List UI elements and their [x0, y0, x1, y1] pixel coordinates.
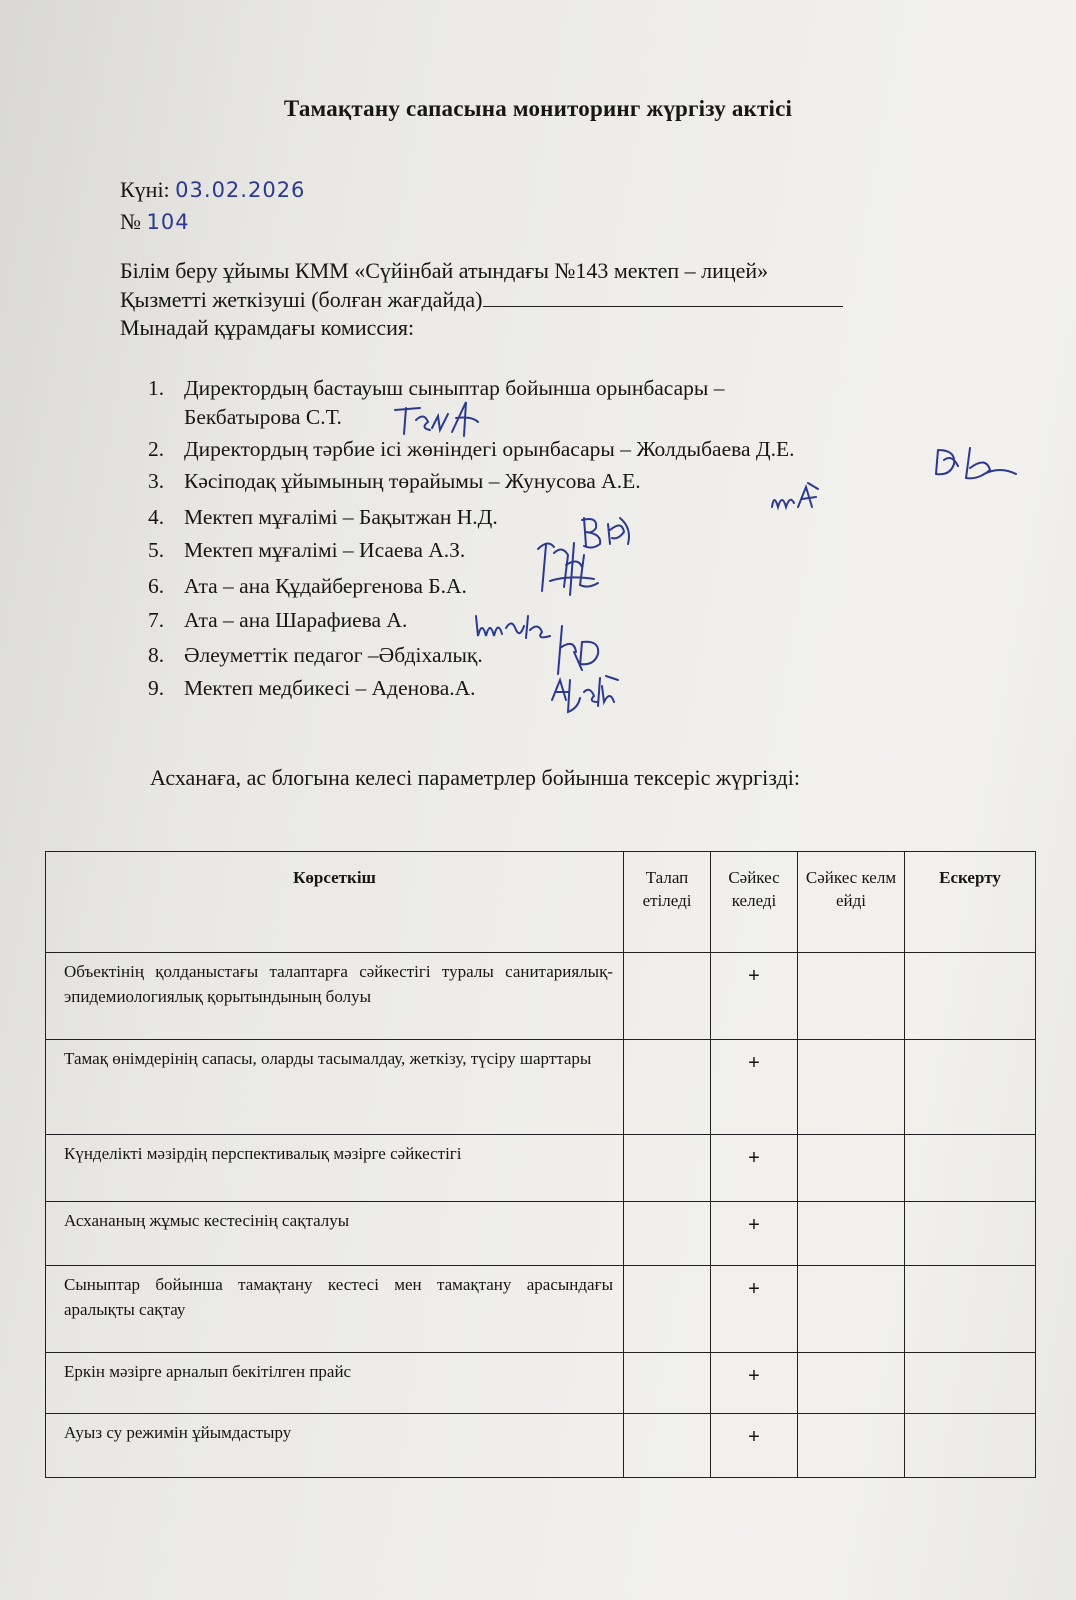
- number-value: 104: [146, 210, 190, 234]
- item-number: 7.: [148, 608, 165, 632]
- item-number: 4.: [148, 505, 165, 529]
- row-noncompliant: [798, 1135, 905, 1202]
- table-row: [46, 1353, 1036, 1414]
- row-noncompliant: [798, 1040, 905, 1135]
- date-line: [120, 177, 305, 203]
- table-header-row: [46, 852, 1036, 953]
- row-noncompliant: [798, 1353, 905, 1414]
- row-indicator: Сыныптар бойынша тамақтану кестесі мен тамақтану арасындағы аралықты сақтау: [46, 1266, 624, 1353]
- table-row: [46, 1266, 1036, 1353]
- item-number: 9.: [148, 676, 165, 700]
- row-indicator: Тамақ өнімдерінің сапасы, оларды тасымалдау, жеткізу, түсіру шарттары: [46, 1040, 624, 1135]
- commission-item: [148, 505, 498, 530]
- row-noncompliant: [798, 1202, 905, 1266]
- row-note: [905, 1414, 1036, 1478]
- item-text: Мектеп мұғалімі – Исаева А.З.: [184, 538, 466, 562]
- commission-item: [148, 643, 483, 668]
- item-text: Кәсіподақ ұйымының төрайымы – Жунусова А.Е.: [184, 469, 641, 493]
- commission-item: [148, 437, 794, 462]
- row-compliant-mark: +: [711, 1353, 798, 1414]
- row-required: [624, 1135, 711, 1202]
- row-indicator: Еркін мәзірге арналып бекітілген прайс: [46, 1353, 624, 1414]
- commission-item-continuation: Бекбатырова С.Т.: [184, 405, 342, 429]
- header-note: Ескерту: [905, 852, 1036, 953]
- table-row: [46, 953, 1036, 1040]
- item-number: 6.: [148, 574, 165, 598]
- table-row: [46, 1414, 1036, 1478]
- row-noncompliant: [798, 1266, 905, 1353]
- number-line: [120, 209, 190, 235]
- number-label: №: [120, 209, 141, 234]
- table-row: [46, 1202, 1036, 1266]
- row-compliant-mark: +: [711, 1414, 798, 1478]
- signature-3: [768, 477, 828, 517]
- item-text: Әлеуметтік педагог –Әбдіхалық.: [184, 643, 483, 667]
- organization-line: Білім беру ұйымы КММ «Сүйінбай атындағы №143 мектеп – лицей»: [120, 258, 769, 283]
- inspection-table: [45, 851, 1036, 1478]
- commission-item: [148, 469, 641, 494]
- header-required: Талап етіледі: [624, 852, 711, 953]
- date-label: Күні:: [120, 177, 170, 202]
- row-required: [624, 1266, 711, 1353]
- inspection-intro: Асханаға, ас блогына келесі параметрлер бойынша тексеріс жүргізді:: [150, 765, 800, 790]
- commission-item: [148, 538, 465, 563]
- row-note: [905, 1266, 1036, 1353]
- row-required: [624, 1040, 711, 1135]
- header-compliant: Сәйкес келеді: [711, 852, 798, 953]
- date-value: 03.02.2026: [175, 178, 306, 202]
- row-note: [905, 1353, 1036, 1414]
- document-title: Тамақтану сапасына мониторинг жүргізу актісі: [283, 96, 793, 121]
- header-noncompliant: Сәйкес келмейді: [798, 852, 905, 953]
- supplier-blank: [483, 286, 843, 307]
- signature-5: [528, 535, 608, 599]
- row-note: [905, 953, 1036, 1040]
- row-required: [624, 1202, 711, 1266]
- signature-1: [390, 398, 490, 440]
- item-text: Ата – ана Құдайбергенова Б.А.: [184, 574, 467, 598]
- row-compliant-mark: +: [711, 953, 798, 1040]
- commission-item: [148, 574, 467, 599]
- item-number: 3.: [148, 469, 165, 493]
- signature-2: [930, 440, 1020, 486]
- row-note: [905, 1202, 1036, 1266]
- item-number: 2.: [148, 437, 165, 461]
- header-indicator: Көрсеткіш: [46, 852, 624, 953]
- item-text: Директордың бастауыш сыныптар бойынша орынбасары –: [184, 376, 725, 400]
- row-required: [624, 1353, 711, 1414]
- row-note: [905, 1040, 1036, 1135]
- signature-6: [472, 608, 554, 644]
- row-compliant-mark: +: [711, 1202, 798, 1266]
- row-compliant-mark: +: [711, 1266, 798, 1353]
- item-text: Ата – ана Шарафиева А.: [184, 608, 408, 632]
- supplier-label: Қызметті жеткізуші (болған жағдайда): [120, 287, 483, 312]
- item-text: Директордың тәрбие ісі жөніндегі орынбасары – Жолдыбаева Д.Е.: [184, 437, 795, 461]
- row-compliant-mark: +: [711, 1040, 798, 1135]
- row-indicator: Асхананың жұмыс кестесінің сақталуы: [46, 1202, 624, 1266]
- item-number: 8.: [148, 643, 165, 667]
- row-noncompliant: [798, 953, 905, 1040]
- row-noncompliant: [798, 1414, 905, 1478]
- supplier-line: [120, 286, 843, 313]
- commission-item: [148, 608, 407, 633]
- item-number: 1.: [148, 376, 165, 400]
- item-text: Мектеп мұғалімі – Бақытжан Н.Д.: [184, 505, 498, 529]
- row-indicator: Объектінің қолданыстағы талаптарға сәйкестігі туралы санитариялық-эпидемиологиялық қорытындының болуы: [46, 953, 624, 1040]
- table-row: [46, 1040, 1036, 1135]
- signature-8: [548, 672, 624, 718]
- signature-7: [552, 622, 612, 678]
- table-row: [46, 1135, 1036, 1202]
- row-indicator: Ауыз су режимін ұйымдастыру: [46, 1414, 624, 1478]
- commission-item: [148, 676, 476, 701]
- commission-label: Мынадай құрамдағы комиссия:: [120, 315, 415, 340]
- row-note: [905, 1135, 1036, 1202]
- row-required: [624, 953, 711, 1040]
- row-compliant-mark: +: [711, 1135, 798, 1202]
- row-indicator: Күнделікті мәзірдің перспективалық мәзірге сәйкестігі: [46, 1135, 624, 1202]
- item-text: Мектеп медбикесі – Аденова.А.: [184, 676, 476, 700]
- item-number: 5.: [148, 538, 165, 562]
- row-required: [624, 1414, 711, 1478]
